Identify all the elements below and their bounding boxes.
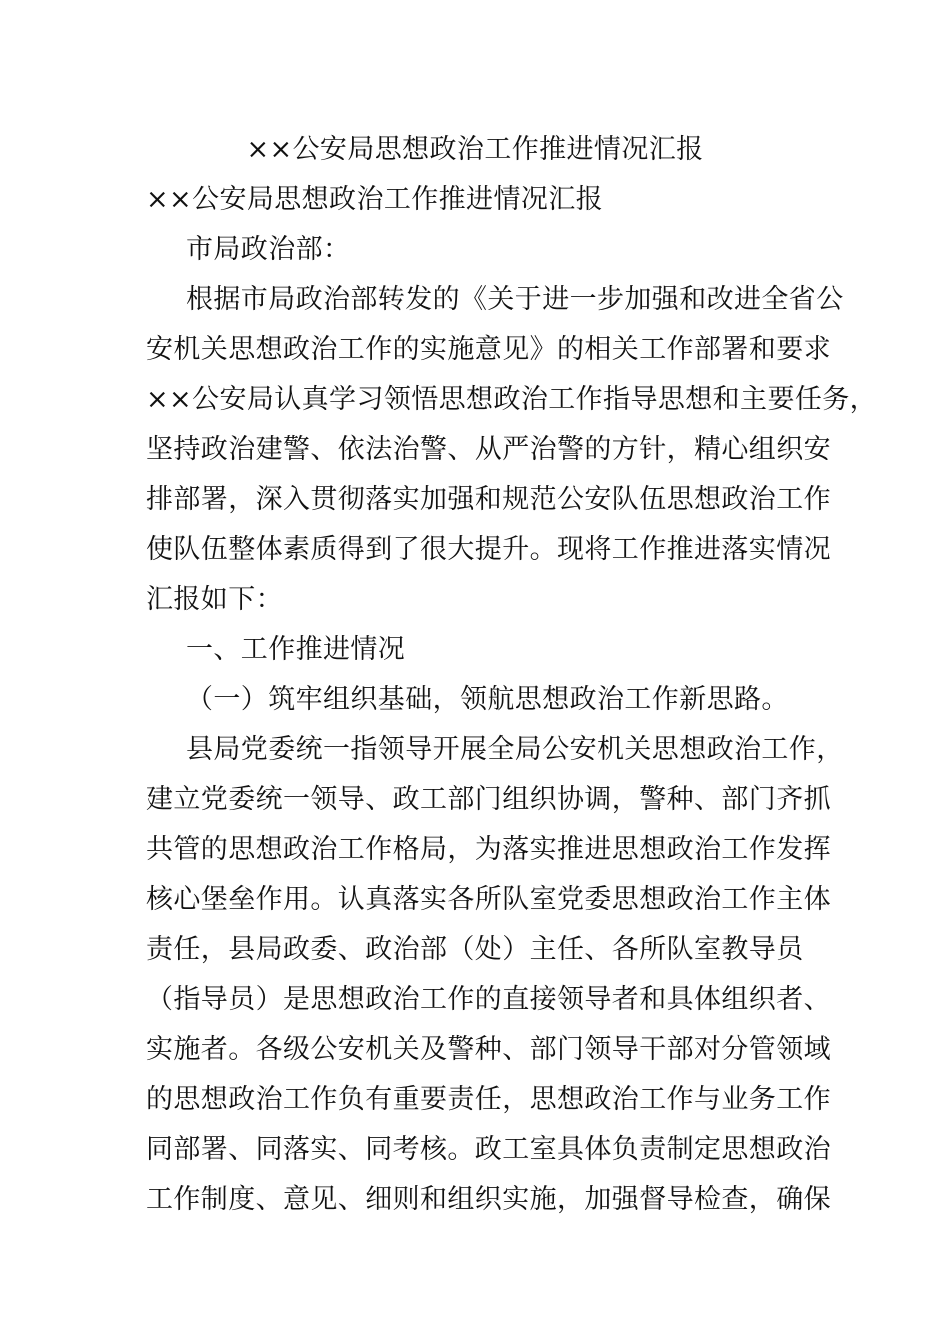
- paragraph-line: 汇报如下：: [146, 584, 283, 615]
- paragraph-line: ××公安局认真学习领悟思想政治工作指导思想和主要任务，: [146, 384, 878, 415]
- paragraph-line: 工作制度、意见、细则和组织实施，加强督导检查，确保: [146, 1184, 831, 1215]
- paragraph-line: 排部署，深入贯彻落实加强和规范公安队伍思想政治工作: [146, 484, 831, 515]
- paragraph-line: 坚持政治建警、依法治警、从严治警的方针，精心组织安: [146, 434, 831, 465]
- paragraph-line: 同部署、同落实、同考核。政工室具体负责制定思想政治: [146, 1134, 831, 1165]
- salutation: 市局政治部：: [186, 234, 351, 265]
- paragraph-line: 的思想政治工作负有重要责任，思想政治工作与业务工作: [146, 1084, 831, 1115]
- paragraph-line: 责任，县局政委、政治部（处）主任、各所队室教导员: [146, 934, 804, 965]
- paragraph-line: 实施者。各级公安机关及警种、部门领导干部对分管领域: [146, 1034, 831, 1065]
- document-subtitle: ××公安局思想政治工作推进情况汇报: [146, 184, 604, 215]
- paragraph-line: 核心堡垒作用。认真落实各所队室党委思想政治工作主体: [146, 884, 831, 915]
- paragraph-line: 共管的思想政治工作格局，为落实推进思想政治工作发挥: [146, 834, 831, 865]
- paragraph-line: 县局党委统一指领导开展全局公安机关思想政治工作，: [186, 734, 844, 765]
- document-title: ××公安局思想政治工作推进情况汇报: [246, 134, 704, 165]
- paragraph-line: 建立党委统一领导、政工部门组织协调，警种、部门齐抓: [146, 784, 831, 815]
- paragraph-line: 根据市局政治部转发的《关于进一步加强和改进全省公: [186, 284, 844, 315]
- paragraph-line: 使队伍整体素质得到了很大提升。现将工作推进落实情况: [146, 534, 831, 565]
- section-heading: 一、工作推进情况: [186, 634, 406, 665]
- subsection-heading: （一）筑牢组织基础，领航思想政治工作新思路。: [186, 684, 789, 715]
- paragraph-line: 安机关思想政治工作的实施意见》的相关工作部署和要求: [146, 334, 831, 365]
- paragraph-line: （指导员）是思想政治工作的直接领导者和具体组织者、: [146, 984, 831, 1015]
